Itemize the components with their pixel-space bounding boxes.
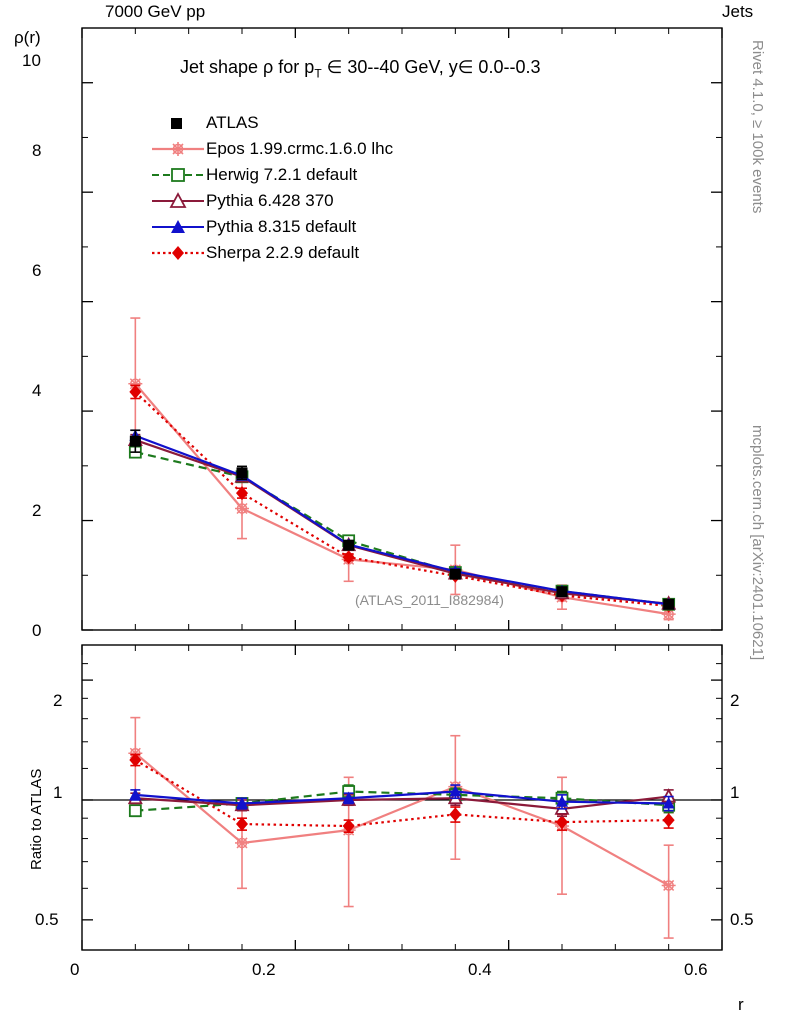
- xtick-06: 0.6: [684, 960, 708, 979]
- legend: [150, 110, 393, 266]
- main-ytick-10: 10: [22, 51, 41, 70]
- xaxis-label: r: [738, 995, 744, 1014]
- main-ytick-6: 6: [32, 261, 42, 280]
- ratio-ytick-05-left: 0.5: [35, 910, 59, 929]
- main-ytick-0: 0: [32, 621, 42, 640]
- ratio-ytick-05-right: 0.5: [730, 910, 754, 929]
- main-ylabel: ρ(r): [14, 28, 41, 47]
- analysis-watermark: (ATLAS_2011_I882984): [355, 592, 504, 608]
- legend-marker-atlas: [150, 113, 206, 133]
- legend-item-atlas[interactable]: [150, 110, 393, 136]
- mcplots-reference-label: mcplots.cern.ch [arXiv:2401.10621]: [749, 425, 766, 661]
- legend-item-pythia8[interactable]: [150, 214, 393, 240]
- legend-label-sherpa: Sherpa 2.2.9 default: [206, 243, 360, 262]
- xtick-02: 0.2: [252, 960, 276, 979]
- main-ytick-4: 4: [32, 381, 42, 400]
- legend-marker-pythia8: [150, 217, 206, 237]
- ratio-ytick-1-right: 1: [730, 783, 740, 802]
- legend-item-epos[interactable]: [150, 136, 393, 162]
- plot-title: [180, 57, 540, 81]
- plot-title-rest: ∈ 30--40 GeV, y∈ 0.0--0.3: [321, 57, 541, 77]
- legend-label-atlas: ATLAS: [206, 113, 259, 132]
- ratio-ytick-1-left: 1: [53, 783, 63, 802]
- legend-item-herwig[interactable]: [150, 162, 393, 188]
- legend-item-pythia6[interactable]: [150, 188, 393, 214]
- main-ytick-2: 2: [32, 501, 42, 520]
- xtick-0: 0: [70, 960, 80, 979]
- legend-marker-epos: [150, 139, 206, 159]
- legend-label-epos: Epos 1.99.crmc.1.6.0 lhc: [206, 139, 394, 158]
- legend-label-pythia6: Pythia 6.428 370: [206, 191, 334, 210]
- legend-label-herwig: Herwig 7.2.1 default: [206, 165, 358, 184]
- plot-title-subscript: T: [314, 66, 322, 81]
- legend-marker-sherpa: [150, 243, 206, 263]
- rivet-version-label: Rivet 4.1.0, ≥ 100k events: [749, 40, 766, 214]
- legend-label-pythia8: Pythia 8.315 default: [206, 217, 357, 236]
- header-right: Jets: [722, 2, 754, 21]
- legend-marker-pythia6: [150, 191, 206, 211]
- ratio-ytick-2-right: 2: [730, 691, 740, 710]
- header-left: 7000 GeV pp: [105, 2, 206, 21]
- ratio-ytick-2-left: 2: [53, 691, 63, 710]
- xtick-04: 0.4: [468, 960, 492, 979]
- legend-item-sherpa[interactable]: [150, 240, 393, 266]
- ratio-ylabel: Ratio to ATLAS: [28, 768, 45, 870]
- main-ytick-8: 8: [32, 141, 42, 160]
- legend-marker-herwig: [150, 165, 206, 185]
- plot-title-main: Jet shape ρ for p: [180, 57, 315, 77]
